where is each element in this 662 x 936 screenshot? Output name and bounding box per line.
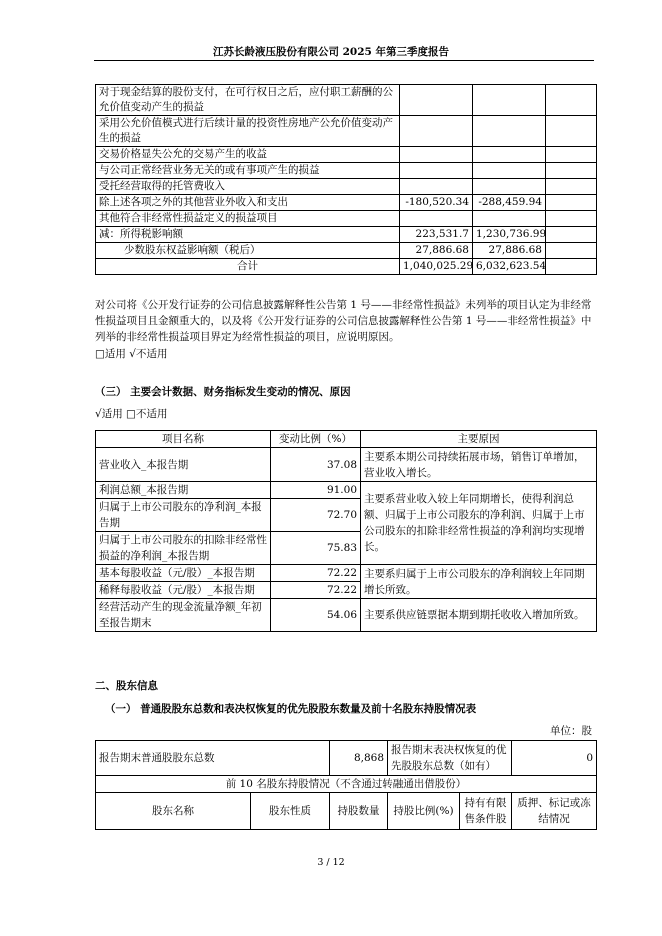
table-row <box>96 195 597 211</box>
col-header-ratio: 持股比例(%) <box>388 793 460 830</box>
header-divider <box>94 60 594 61</box>
row-note <box>546 227 597 243</box>
col-header-name: 股东名称 <box>96 793 251 830</box>
row-current <box>400 147 473 163</box>
table-row <box>96 211 597 227</box>
row-current <box>400 116 473 147</box>
explanation-paragraph: 对公司将《公开发行证券的公司信息披露解释性公告第 1 号——非经常性损益》未列举的项目认定为非经常性损益项目且金额重大的，以及将《公开发行证券的公司信息披露解释性公告第 1 号——非经常性损益》中列举的非经常性损益项目界定为经常性损益的项目，应说明原因。 <box>95 299 592 343</box>
col-header-ratio: 变动比例（%） <box>271 431 361 448</box>
report-header-title: 江苏长龄液压股份有限公司 2025 年第三季度报告 <box>212 46 450 58</box>
row-current: -180,520.34 <box>400 195 473 211</box>
table-row <box>96 227 597 243</box>
row-item: 交易价格显失公允的交易产生的收益 <box>96 147 400 163</box>
table-row <box>96 179 597 195</box>
unit-label: 单位：股 <box>550 725 592 737</box>
page-number: 3 / 12 <box>317 857 345 868</box>
table-row <box>96 147 597 163</box>
row-note <box>546 179 597 195</box>
row-item: 经营活动产生的现金流量净额_年初至报告期末 <box>96 599 271 632</box>
col-header-item: 项目名称 <box>96 431 271 448</box>
table-row <box>96 776 597 793</box>
col-header-restricted: 持有有限售条件股 <box>460 793 512 830</box>
row-note <box>546 259 597 275</box>
key-changes-table <box>95 430 597 632</box>
row-note <box>546 163 597 179</box>
col-header-quantity: 持股数量 <box>330 793 388 830</box>
total-shareholders-value: 8,868 <box>330 741 388 776</box>
row-reason: 主要系营业收入较上年同期增长，使得利润总额、归属于上市公司股东的净利润、归属于上市公司股东的扣除非经常性损益的净利润均实现增长。 <box>361 482 597 565</box>
col-header-nature: 股东性质 <box>251 793 330 830</box>
row-item: 受托经营取得的托管费收入 <box>96 179 400 195</box>
row-item: 归属于上市公司股东的扣除非经常性损益的净利润_本报告期 <box>96 532 271 565</box>
row-ytd <box>473 163 546 179</box>
row-note <box>546 147 597 163</box>
row-note <box>546 211 597 227</box>
row-item: 利润总额_本报告期 <box>96 482 271 499</box>
shareholders-heading: 二、股东信息 <box>95 680 158 692</box>
row-ytd <box>473 179 546 195</box>
shareholders-subheading: （一） 普通股股东总数和表决权恢复的优先股股东数量及前十名股东持股情况表 <box>105 703 477 715</box>
row-item: 归属于上市公司股东的净利润_本报告期 <box>96 499 271 532</box>
row-ytd <box>473 116 546 147</box>
row-note <box>546 195 597 211</box>
row-ytd <box>473 147 546 163</box>
row-item: 合计 <box>96 259 400 275</box>
row-note <box>546 116 597 147</box>
table-row <box>96 116 597 147</box>
row-reason: 主要系归属于上市公司股东的净利润较上年同期增长所致。 <box>361 565 597 599</box>
preferred-shareholders-label: 报告期末表决权恢复的优先股股东总数（如有） <box>388 741 512 776</box>
row-ratio: 72.22 <box>271 565 361 582</box>
row-item: 采用公允价值模式进行后续计量的投资性房地产公允价值变动产生的损益 <box>96 116 400 147</box>
table-row <box>96 243 597 259</box>
nonrecurring-table <box>95 84 597 275</box>
row-note <box>546 85 597 116</box>
row-ratio: 91.00 <box>271 482 361 499</box>
table-header-row <box>96 793 597 830</box>
table-row <box>96 448 597 482</box>
row-current <box>400 179 473 195</box>
row-note <box>546 243 597 259</box>
row-current: 1,040,025.29 <box>400 259 473 275</box>
section3-heading: （三） 主要会计数据、财务指标发生变动的情况、原因 <box>95 386 351 398</box>
col-header-reason: 主要原因 <box>361 431 597 448</box>
row-item: 少数股东权益影响额（税后） <box>96 243 400 259</box>
row-current <box>400 211 473 227</box>
row-item: 基本每股收益（元/股）_本报告期 <box>96 565 271 582</box>
preferred-shareholders-value: 0 <box>512 741 597 776</box>
table-row <box>96 482 597 499</box>
table-row <box>96 565 597 582</box>
row-item: 除上述各项之外的其他营业外收入和支出 <box>96 195 400 211</box>
row-item: 与公司正常经营业务无关的或有事项产生的损益 <box>96 163 400 179</box>
section3-applicability: √适用 □不适用 <box>95 408 168 420</box>
total-shareholders-label: 报告期末普通股股东总数 <box>96 741 330 776</box>
row-ratio: 37.08 <box>271 448 361 482</box>
table-row <box>96 599 597 632</box>
row-ratio: 72.70 <box>271 499 361 532</box>
table-row-total <box>96 259 597 275</box>
shareholders-table <box>95 740 597 830</box>
row-item: 其他符合非经常性损益定义的损益项目 <box>96 211 400 227</box>
table-row <box>96 741 597 776</box>
row-ytd <box>473 211 546 227</box>
row-ytd: 1,230,736.99 <box>473 227 546 243</box>
row-current: 27,886.68 <box>400 243 473 259</box>
row-current: 223,531.7 <box>400 227 473 243</box>
table-header-row <box>96 431 597 448</box>
row-ytd: 27,886.68 <box>473 243 546 259</box>
row-reason: 主要系本期公司持续拓展市场，销售订单增加，营业收入增长。 <box>361 448 597 482</box>
row-item: 对于现金结算的股份支付，在可行权日之后，应付职工薪酬的公允价值变动产生的损益 <box>96 85 400 116</box>
row-ytd: -288,459.94 <box>473 195 546 211</box>
applicability-note: □适用 √不适用 <box>95 348 168 360</box>
top10-caption: 前 10 名股东持股情况（不含通过转融通出借股份） <box>96 776 597 793</box>
row-ratio: 72.22 <box>271 582 361 599</box>
row-item: 稀释每股收益（元/股）_本报告期 <box>96 582 271 599</box>
row-ytd: 6,032,623.54 <box>473 259 546 275</box>
row-ratio: 54.06 <box>271 599 361 632</box>
row-reason: 主要系供应链票据本期到期托收收入增加所致。 <box>361 599 597 632</box>
row-ratio: 75.83 <box>271 532 361 565</box>
row-item: 减：所得税影响额 <box>96 227 400 243</box>
row-current <box>400 85 473 116</box>
row-current <box>400 163 473 179</box>
row-ytd <box>473 85 546 116</box>
col-header-pledge: 质押、标记或冻结情况 <box>512 793 597 830</box>
row-item: 营业收入_本报告期 <box>96 448 271 482</box>
table-row <box>96 85 597 116</box>
table-row <box>96 163 597 179</box>
